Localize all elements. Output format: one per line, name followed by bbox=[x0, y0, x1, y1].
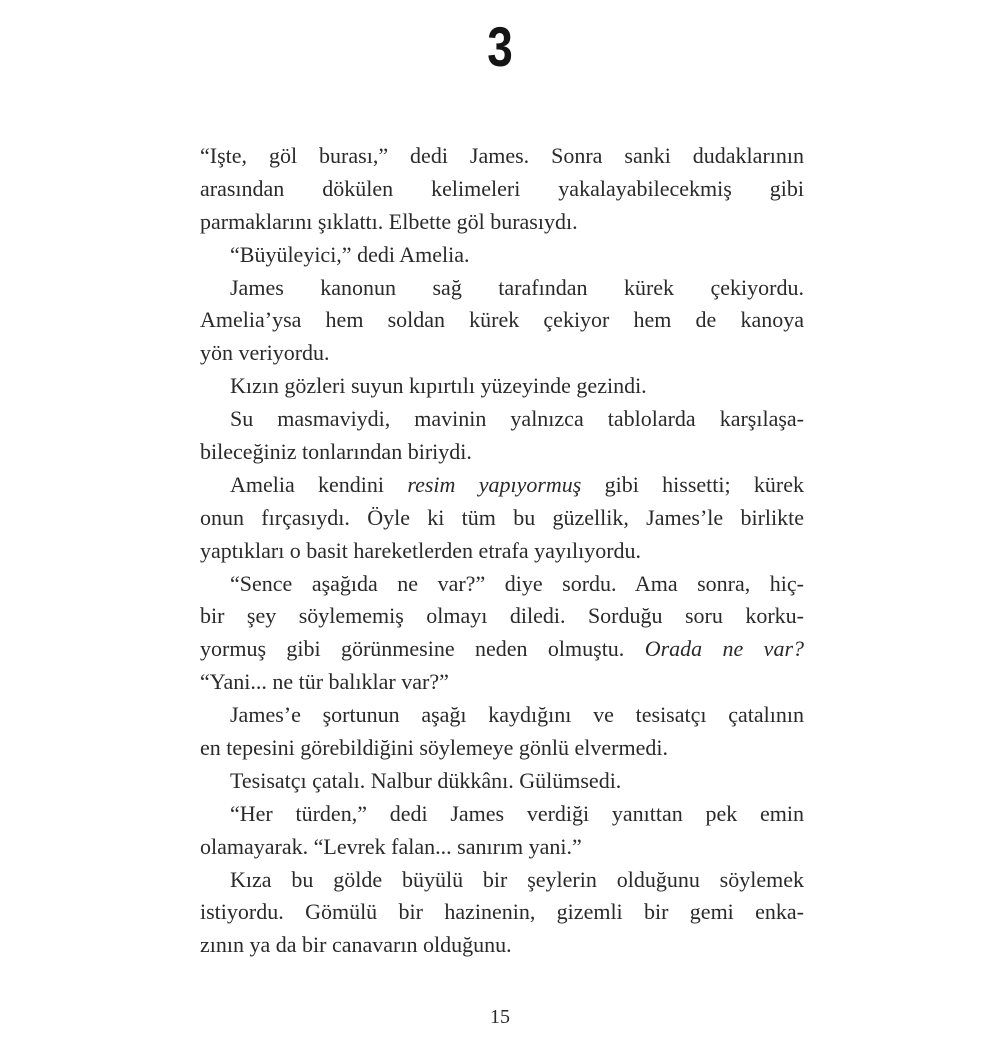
text-line: olamayarak. “Levrek falan... sanırım yani.” bbox=[200, 833, 582, 859]
text-line: yön veriyordu. bbox=[200, 340, 330, 366]
text-line: Kızın gözleri suyun kıpırtılı yüzeyinde gezindi. bbox=[230, 373, 647, 399]
text-line: Amelia’ysa hem soldan kürek çekiyor hem de kanoya bbox=[200, 307, 804, 333]
text-line: James’e şortunun aşağı kaydığını ve tesisatçı çatalının bbox=[230, 702, 804, 728]
text-line: yaptıkları o basit hareketlerden etrafa yayılıyordu. bbox=[200, 537, 642, 563]
text-line: bir şey söylememiş olmayı diledi. Sorduğu soru korku- bbox=[200, 603, 804, 629]
text-line: “Her türden,” dedi James verdiği yanıttan pek emin bbox=[230, 800, 804, 826]
text-line: Tesisatçı çatalı. Nalbur dükkânı. Gülümsedi. bbox=[230, 767, 622, 793]
text-line: zının ya da bir canavarın olduğunu. bbox=[200, 932, 512, 958]
text-line: en tepesini görebildiğini söylemeye gönlü elvermedi. bbox=[200, 735, 668, 761]
text-line: parmaklarını şıklattı. Elbette göl burasıydı. bbox=[200, 208, 578, 234]
text-line: “Sence aşağıda ne var?” diye sordu. Ama sonra, hiç- bbox=[230, 570, 804, 596]
text-line: arasından dökülen kelimeleri yakalayabilecekmiş gibi bbox=[200, 175, 804, 201]
text-line: bileceğiniz tonlarından biriydi. bbox=[200, 439, 472, 465]
text-line: onun fırçasıydı. Öyle ki tüm bu güzellik, James’le birlikte bbox=[200, 504, 804, 530]
text-line: James kanonun sağ tarafından kürek çekiyordu. bbox=[230, 274, 804, 300]
body-text bbox=[200, 140, 804, 962]
text-line: “Yani... ne tür balıklar var?” bbox=[200, 669, 449, 695]
text-line: istiyordu. Gömülü bir hazinenin, gizemli bir gemi enka- bbox=[200, 899, 804, 925]
text-line: “Büyüleyici,” dedi Amelia. bbox=[230, 241, 470, 267]
chapter-number: 3 bbox=[487, 15, 513, 78]
text-line: “Işte, göl burası,” dedi James. Sonra sanki dudaklarının bbox=[200, 143, 804, 168]
page-number: 15 bbox=[490, 1006, 510, 1028]
text-line: Kıza bu gölde büyülü bir şeylerin olduğunu söylemek bbox=[230, 866, 804, 892]
text-line: Amelia kendini resim yapıyormuş gibi hissetti; kürek bbox=[230, 471, 804, 497]
text-line: Su masmaviydi, mavinin yalnızca tablolarda karşılaşa- bbox=[230, 406, 804, 432]
text-line: yormuş gibi görünmesine neden olmuştu. Orada ne var? bbox=[200, 636, 805, 662]
